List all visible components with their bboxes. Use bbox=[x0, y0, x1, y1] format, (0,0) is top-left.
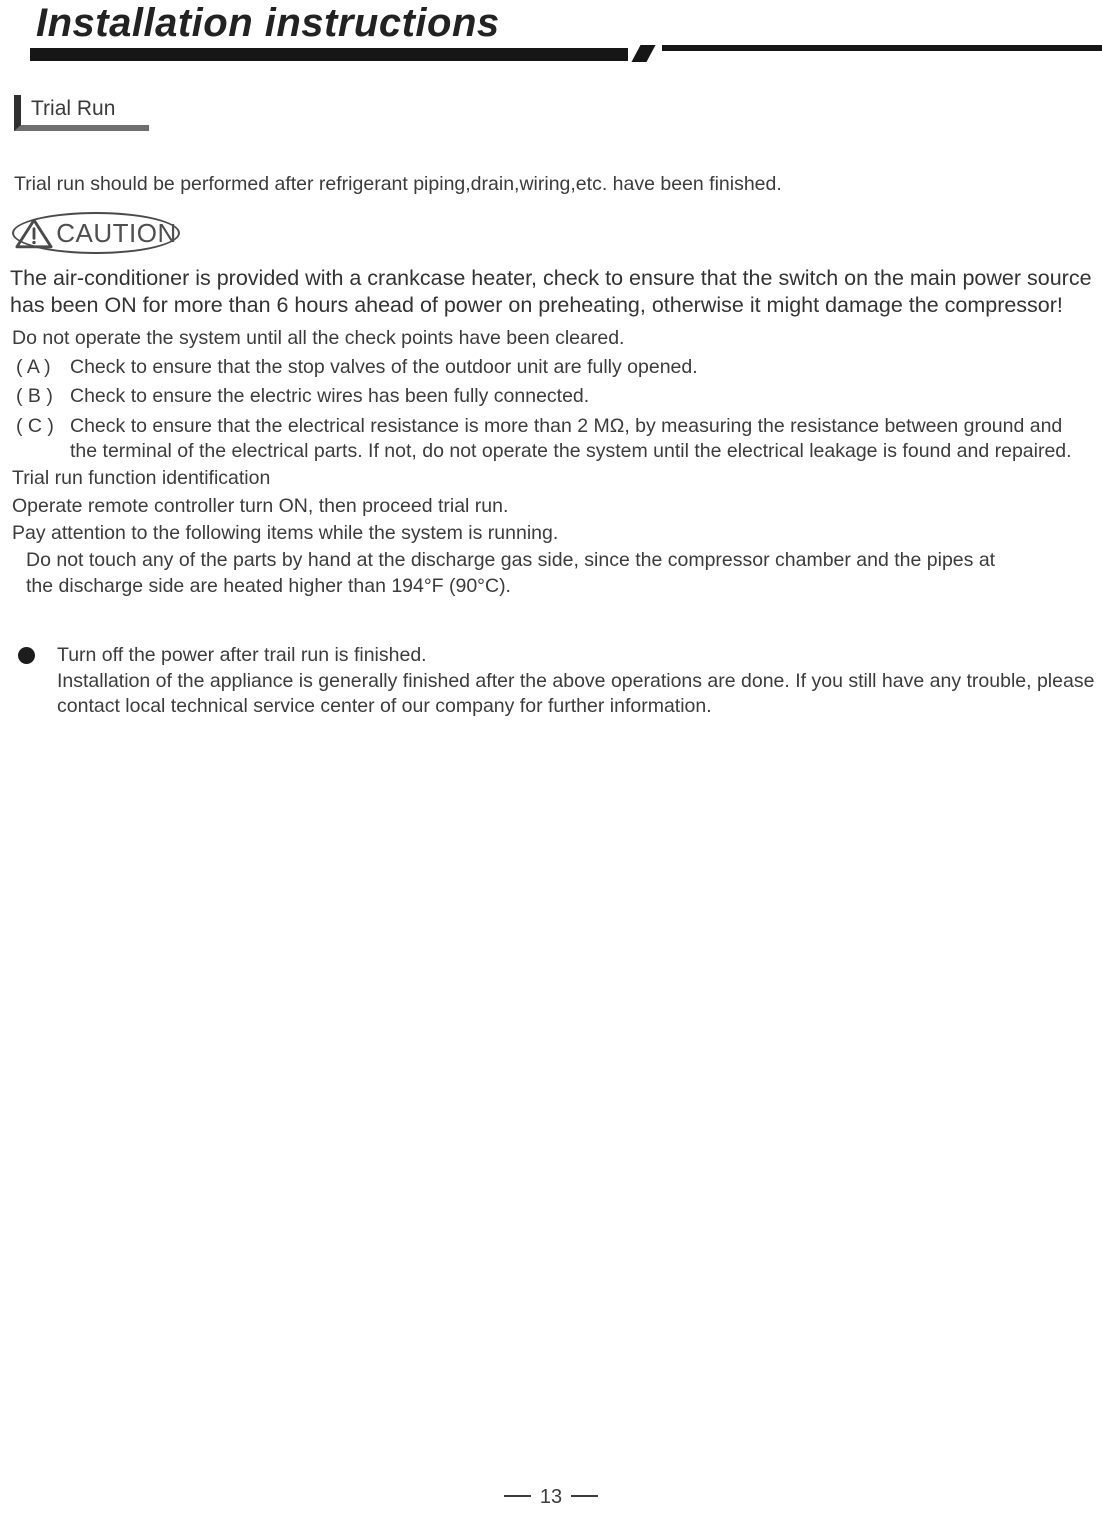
page-number-dash-right bbox=[571, 1495, 598, 1497]
intro-text: Trial run should be performed after refrigerant piping,drain,wiring,etc. have been finished. bbox=[14, 173, 782, 195]
check-item-c bbox=[16, 414, 1102, 465]
check-item-c-label: ( C ) bbox=[16, 414, 54, 437]
page-number: 13 bbox=[539, 1486, 563, 1508]
title-underline-thin-bar bbox=[662, 45, 1102, 51]
check-item-a bbox=[16, 355, 1102, 380]
page-header bbox=[0, 2, 1102, 63]
check-item-a-label: ( A ) bbox=[16, 355, 51, 378]
checks-intro: Do not operate the system until all the check points have been cleared. bbox=[12, 326, 625, 349]
page-number-dash-left bbox=[504, 1495, 531, 1497]
check-item-c-text: Check to ensure that the electrical resistance is more than 2 MΩ, by measuring the resistance between ground and the terminal of the electrical parts. If not, do not operate the system until the electrical leakage is found and repaired. bbox=[70, 414, 1072, 462]
caution-paragraph: The air-conditioner is provided with a crankcase heater, check to ensure that the switch on the main power source has been ON for more than 6 hours ahead of power on preheating, otherwise it might damage the compressor! bbox=[10, 265, 1092, 318]
page-title: Installation instructions bbox=[36, 1, 500, 45]
trial-function-heading: Trial run function identification bbox=[12, 467, 271, 490]
pay-attention-line: Pay attention to the following items while the system is running. bbox=[12, 521, 559, 544]
caution-badge bbox=[12, 212, 180, 254]
final-note bbox=[18, 643, 1102, 720]
check-item-b bbox=[16, 384, 1102, 409]
title-underline bbox=[0, 45, 1102, 63]
final-note-text bbox=[57, 643, 1102, 720]
check-item-b-text: Check to ensure the electric wires has been fully connected. bbox=[70, 385, 590, 408]
section-header-label: Trial Run bbox=[31, 97, 116, 120]
check-item-a-text: Check to ensure that the stop valves of the outdoor unit are fully opened. bbox=[70, 355, 698, 378]
check-item-b-label: ( B ) bbox=[16, 385, 53, 408]
section-header-trial-run bbox=[14, 95, 149, 131]
warning-triangle-icon bbox=[15, 217, 53, 250]
title-underline-slash bbox=[631, 45, 655, 62]
operate-remote-line: Operate remote controller turn ON, then proceed trial run. bbox=[12, 494, 509, 517]
final-note-line-2: Installation of the appliance is generally finished after the above operations are done. If you still have any trouble, please contact local technical service center of our company for further information. bbox=[57, 669, 1095, 718]
bullet-icon bbox=[18, 647, 35, 664]
final-note-line-1: Turn off the power after trail run is finished. bbox=[57, 643, 427, 666]
document-page bbox=[0, 2, 1102, 1535]
title-underline-thick-bar bbox=[30, 48, 628, 61]
page-footer bbox=[0, 1486, 1102, 1509]
caution-label: CAUTION bbox=[56, 217, 177, 248]
discharge-warning-text: Do not touch any of the parts by hand at the discharge gas side, since the compressor chamber and the pipes at the discharge side are heated higher than 194°F (90°C). bbox=[26, 549, 996, 597]
